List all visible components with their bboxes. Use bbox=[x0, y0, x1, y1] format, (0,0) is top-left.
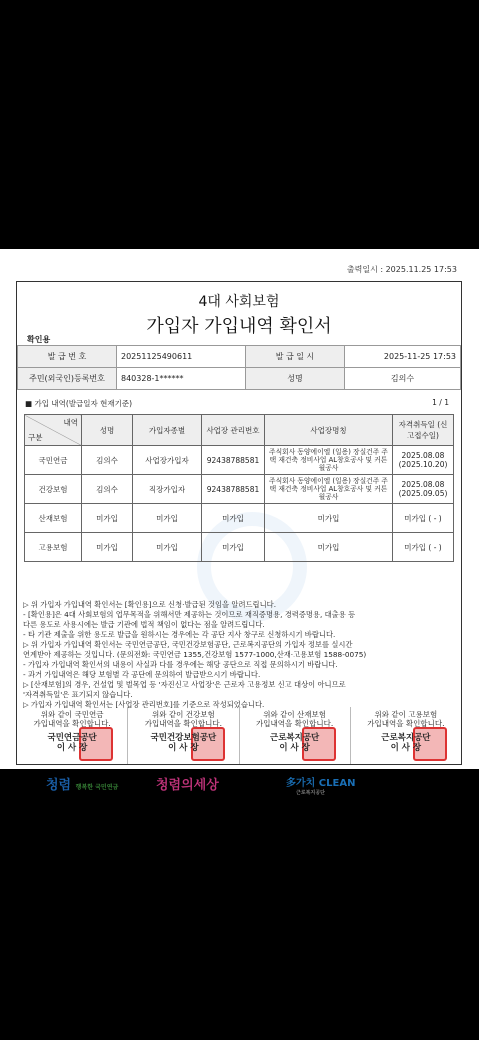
row-kind: 미가입 bbox=[133, 504, 202, 533]
row-type: 고용보험 bbox=[25, 533, 82, 562]
issuer-name: 근로복지공단 bbox=[269, 733, 320, 743]
seal-health bbox=[127, 707, 238, 764]
row-mgmt: 92438788581 bbox=[202, 446, 265, 475]
row-type: 건강보험 bbox=[25, 475, 82, 504]
name-label: 성명 bbox=[246, 368, 345, 390]
row-kind: 직장가입자 bbox=[133, 475, 202, 504]
note-line: ▷ 위 가입자 가입내역 확인서는 국민연금공단, 국민건강보험공단, 근로복지공단의 가입자 정보를 실시간 bbox=[23, 640, 353, 649]
seal-line1: 위와 같이 고용보험 bbox=[374, 710, 438, 719]
table-row bbox=[25, 533, 454, 562]
title-line2: 가입자 가입내역 확인서 bbox=[146, 316, 332, 337]
row-company: 주식회사 동양에이엘 (일용) 장실건주 주택 재건축 정비사업 AL창호공사 및 커튼월공사 bbox=[265, 446, 393, 475]
row-date: 미가입 ( - ) bbox=[393, 504, 454, 533]
row-mgmt: 92438788581 bbox=[202, 475, 265, 504]
certificate-frame bbox=[16, 281, 462, 765]
note-line: - 가입자 가입내역 확인서의 내용이 사실과 다를 경우에는 해당 공단으로 직접 문의하시기 바랍니다. bbox=[23, 660, 338, 669]
note-line: - 과거 가입내역은 해당 보험별 각 공단에 문의하여 발급받으시기 바랍니다. bbox=[23, 670, 261, 679]
row-name: 미가입 bbox=[82, 504, 133, 533]
row-name: 김의수 bbox=[82, 446, 133, 475]
issue-no: 20251125490611 bbox=[117, 346, 246, 368]
issue-date: 2025-11-25 17:53 bbox=[345, 346, 461, 368]
seal-line2: 가입내역을 확인합니다. bbox=[144, 719, 222, 728]
seal-employment bbox=[350, 707, 461, 764]
note-line: ▷ 가입자 가입내역 확인서는 [사업장 관리번호]를 기준으로 작성되었습니다. bbox=[23, 700, 265, 709]
header-diagonal bbox=[25, 415, 82, 446]
header-kind: 가입자종별 bbox=[133, 415, 202, 446]
row-type: 산재보험 bbox=[25, 504, 82, 533]
header-top: 내역 bbox=[63, 418, 78, 427]
row-type: 국민연금 bbox=[25, 446, 82, 475]
row-mgmt: 미가입 bbox=[202, 504, 265, 533]
issuer bbox=[128, 733, 238, 753]
issuer bbox=[351, 733, 461, 753]
note-line: 다른 용도로 사용시에는 발급 기관에 법적 책임이 없다는 점을 알려드립니다. bbox=[23, 620, 265, 629]
row-name: 김의수 bbox=[82, 475, 133, 504]
header-date: 자격취득일 (신고접수일) bbox=[393, 415, 454, 446]
table-row bbox=[25, 446, 454, 475]
header-bottom: 구분 bbox=[28, 433, 43, 442]
row-date: 미가입 ( - ) bbox=[393, 533, 454, 562]
logo-pension: 청렴 행복한 국민연금 bbox=[46, 778, 119, 793]
issuer-name: 국민연금공단 bbox=[47, 733, 97, 743]
row-kind: 사업장가입자 bbox=[133, 446, 202, 475]
logo-comwel: 多가치 CLEAN 근로복지공단 bbox=[286, 778, 356, 796]
confirm-label: 확인용 bbox=[27, 335, 51, 344]
footer-logos bbox=[16, 768, 462, 806]
note-line: ▷ [산재보험]의 경우, 건설업 및 벌목업 등 '자진신고 사업장'은 근로자 고용정보 신고 대상이 아니므로 bbox=[23, 680, 346, 689]
header-mgmt: 사업장 관리번호 bbox=[202, 415, 265, 446]
note-line: 연계받아 제공하는 것입니다. (문의전화: 국민연금 1355,건강보험 1577-1000,산재·고용보험 1588-0075) bbox=[23, 650, 367, 659]
seal-industrial bbox=[239, 707, 350, 764]
issuer-name: 국민건강보험공단 bbox=[150, 733, 217, 743]
note-line: - [확인용]은 4대 사회보험의 업무목적을 위해서만 제공하는 것이므로 재직증명용, 경력증명용, 대출용 등 bbox=[23, 610, 356, 619]
title-line1: 4대 사회보험 bbox=[198, 294, 280, 310]
issuer-title: 이 사 장 bbox=[279, 743, 310, 753]
seal-line1: 위와 같이 국민연금 bbox=[40, 710, 104, 719]
issuer-title: 이 사 장 bbox=[56, 743, 88, 753]
table-row bbox=[25, 475, 454, 504]
issue-date-label: 발 급 일 시 bbox=[246, 346, 345, 368]
notes-block bbox=[23, 600, 459, 710]
note-line: - 타 기관 제출을 위한 용도로 발급을 원하시는 경우에는 각 공단 지사 창구로 신청하시기 바랍니다. bbox=[23, 630, 336, 639]
seal-pension bbox=[17, 707, 127, 764]
print-timestamp: 출력일시 : 2025.11.25 17:53 bbox=[346, 265, 457, 274]
note-line: '자격취득일'은 표기되지 않습니다. bbox=[23, 690, 133, 699]
seal-line2: 가입내역을 확인합니다. bbox=[367, 719, 445, 728]
logo-health: 청렴의세상 bbox=[156, 778, 219, 793]
header-name: 성명 bbox=[82, 415, 133, 446]
row-name: 미가입 bbox=[82, 533, 133, 562]
row-company: 미가입 bbox=[265, 533, 393, 562]
issuer-title: 이 사 장 bbox=[390, 743, 422, 753]
header-company: 사업장명칭 bbox=[265, 415, 393, 446]
issuer-name: 근로복지공단 bbox=[381, 733, 431, 743]
name-value: 김의수 bbox=[345, 368, 461, 390]
row-company: 주식회사 동양에이엘 (일용) 장실건주 주택 재건축 정비사업 AL창호공사 및 커튼월공사 bbox=[265, 475, 393, 504]
row-date: 2025.08.08 (2025.10.20) bbox=[393, 446, 454, 475]
document-sheet bbox=[0, 249, 479, 769]
issuer bbox=[240, 733, 350, 753]
seal-line2: 가입내역을 확인합니다. bbox=[256, 719, 334, 728]
section-title: ■ 가입 내역(발급일자 현재기준) bbox=[25, 399, 133, 408]
issue-info-table bbox=[17, 345, 461, 390]
row-company: 미가입 bbox=[265, 504, 393, 533]
issue-no-label: 발 급 번 호 bbox=[18, 346, 117, 368]
issuer bbox=[17, 733, 127, 753]
seal-line1: 위와 같이 산재보험 bbox=[263, 710, 326, 719]
note-line: ▷ 위 가입자 가입내역 확인서는 [확인용]으로 신청·발급된 것임을 알려드립니다. bbox=[23, 600, 277, 609]
page-number: 1 / 1 bbox=[432, 398, 449, 407]
row-kind: 미가입 bbox=[133, 533, 202, 562]
id-label: 주민(외국인)등록번호 bbox=[18, 368, 117, 390]
row-mgmt: 미가입 bbox=[202, 533, 265, 562]
row-date: 2025.08.08 (2025.09.05) bbox=[393, 475, 454, 504]
issuer-title: 이 사 장 bbox=[168, 743, 199, 753]
table-row bbox=[25, 504, 454, 533]
seal-line1: 위와 같이 건강보험 bbox=[152, 710, 215, 719]
seal-row bbox=[17, 707, 461, 764]
seal-line2: 가입내역을 확인합니다. bbox=[33, 719, 111, 728]
id-value: 840328-1****** bbox=[117, 368, 246, 390]
enrollment-table bbox=[24, 414, 454, 562]
